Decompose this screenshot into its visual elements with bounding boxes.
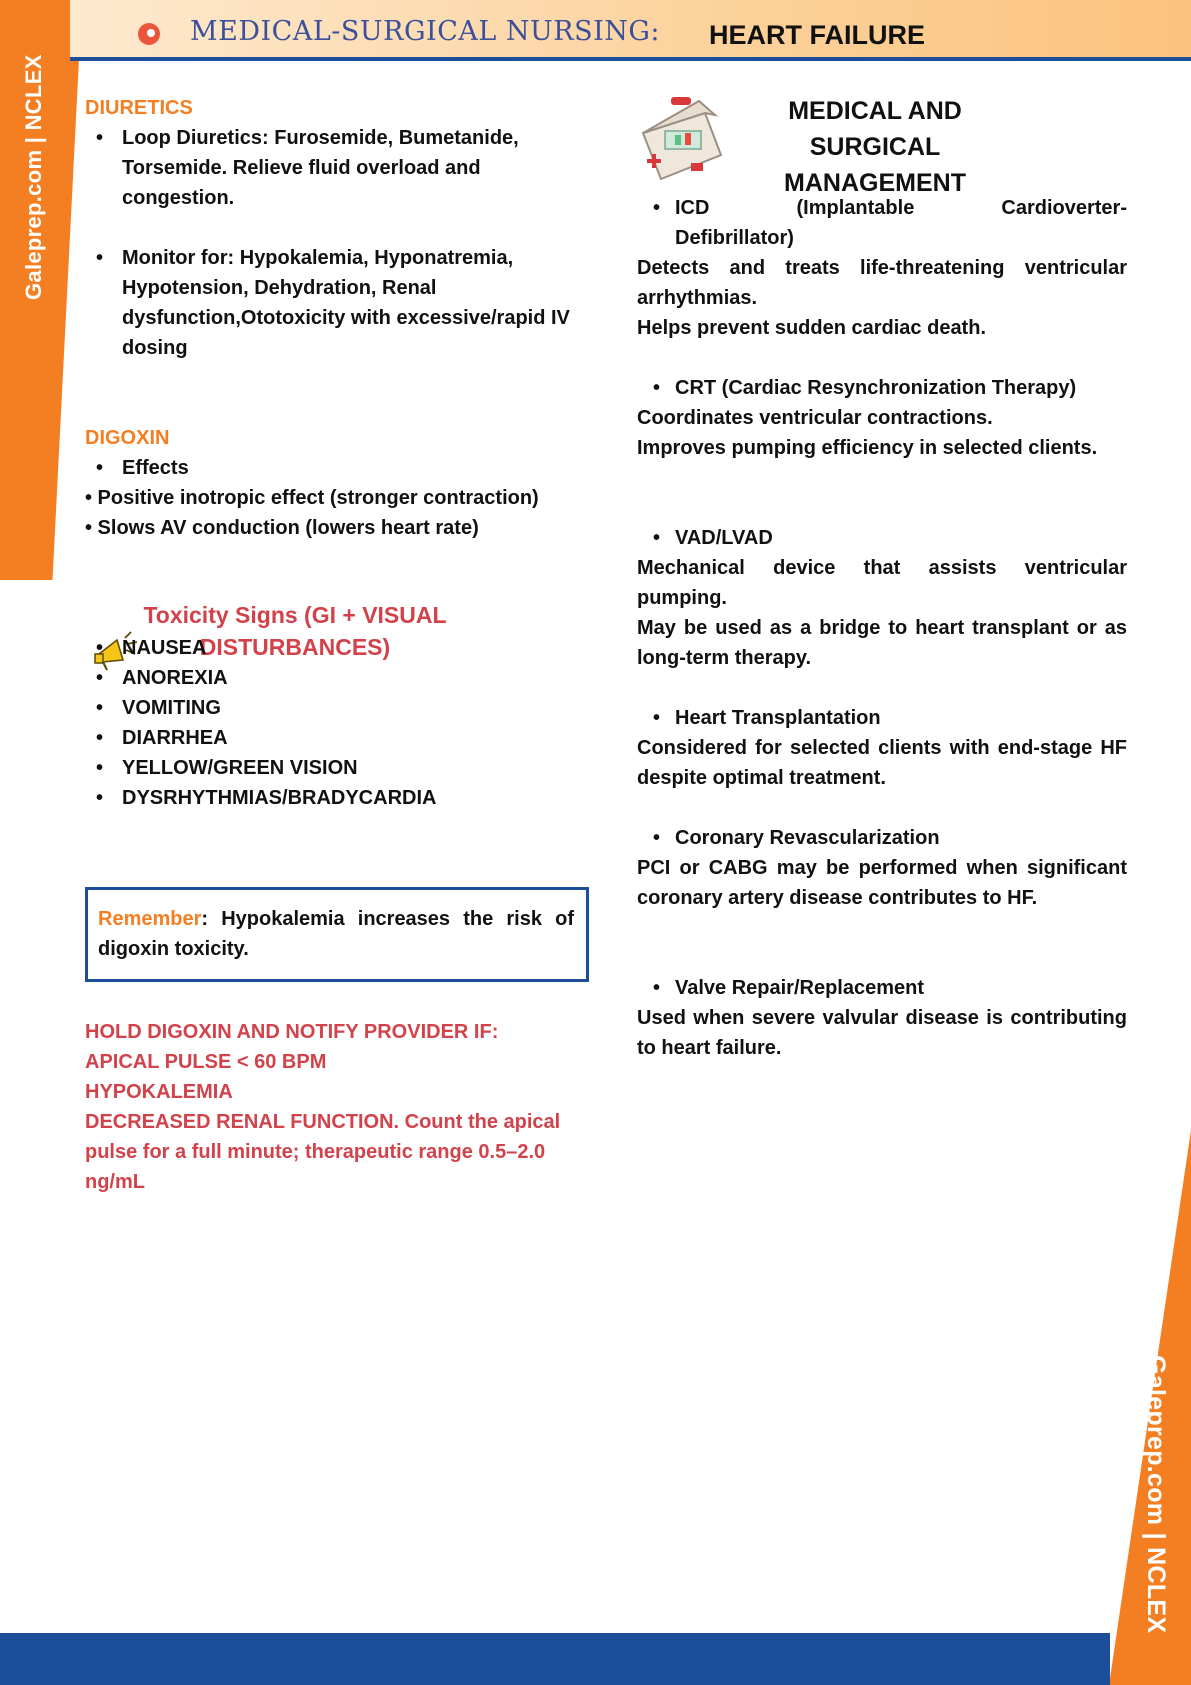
management-item-icd xyxy=(637,193,1127,343)
hold-line: HYPOKALEMIA xyxy=(85,1081,233,1103)
item-name: • Heart Transplantation xyxy=(675,703,1127,733)
management-item-revascularization xyxy=(637,823,1127,913)
page-subtitle: HEART FAILURE xyxy=(709,20,925,50)
remember-label: Remember xyxy=(98,908,202,930)
item-name: • Coronary Revascularization xyxy=(675,823,1127,853)
effects-heading: • Effects xyxy=(122,453,590,483)
diuretics-heading: DIURETICS xyxy=(85,97,193,119)
item-desc: May be used as a bridge to heart transplant or as long-term therapy. xyxy=(637,617,1127,669)
bird-logo-icon xyxy=(138,23,160,45)
item-desc: Coordinates ventricular contractions. xyxy=(637,407,993,429)
page-header xyxy=(70,0,1191,61)
management-item-vad xyxy=(637,523,1127,673)
list-item: • ANOREXIA xyxy=(122,663,602,693)
page-title: MEDICAL-SURGICAL NURSING: xyxy=(190,16,661,47)
list-item: • Monitor for: Hypokalemia, Hyponatremia, Hypotension, Dehydration, Renal dysfunction,Ototoxicity with excessive/rapid IV dosing xyxy=(122,243,590,363)
digoxin-heading: DIGOXIN xyxy=(85,427,170,449)
item-name: • VAD/LVAD xyxy=(675,523,1127,553)
management-item-transplant xyxy=(637,703,1127,793)
toxicity-list xyxy=(85,633,602,813)
left-brand-text: Galeprep.com | NCLEX xyxy=(21,54,46,300)
management-item-crt xyxy=(637,373,1127,463)
item-desc: PCI or CABG may be performed when significant coronary artery disease contributes to HF. xyxy=(637,857,1127,909)
list-item: • Loop Diuretics: Furosemide, Bumetanide, Torsemide. Relieve fluid overload and congestion. xyxy=(122,123,590,213)
item-name: • Valve Repair/Replacement xyxy=(675,973,1127,1003)
remember-text xyxy=(98,904,574,964)
list-item: • DYSRHYTHMIAS/BRADYCARDIA xyxy=(122,783,602,813)
list-item: • DIARRHEA xyxy=(122,723,602,753)
left-column xyxy=(85,93,590,1193)
remember-box xyxy=(85,887,589,982)
right-brand-text: Galeprep.com | NCLEX xyxy=(1142,1355,1170,1634)
effect-line: • Slows AV conduction (lowers heart rate) xyxy=(85,517,479,539)
item-desc: Improves pumping efficiency in selected clients. xyxy=(637,437,1098,459)
item-desc: Used when severe valvular disease is contributing to heart failure. xyxy=(637,1007,1127,1059)
hold-line: APICAL PULSE < 60 BPM xyxy=(85,1051,327,1073)
item-desc: Mechanical device that assists ventricular pumping. xyxy=(637,557,1127,609)
list-item: • YELLOW/GREEN VISION xyxy=(122,753,602,783)
remember-body: : Hypokalemia increases the risk of digoxin toxicity. xyxy=(98,908,574,960)
diuretics-list xyxy=(85,123,590,363)
item-desc: Detects and treats life-threatening ventricular arrhythmias. xyxy=(637,257,1127,309)
list-item: • NAUSEA xyxy=(122,633,602,663)
management-title: MEDICAL AND SURGICAL MANAGEMENT xyxy=(784,97,966,197)
hold-line: DECREASED RENAL FUNCTION. Count the apical pulse for a full minute; therapeutic range 0.5–2.0 ng/mL xyxy=(85,1111,561,1193)
item-desc: Helps prevent sudden cardiac death. xyxy=(637,317,986,339)
effect-line: • Positive inotropic effect (stronger contraction) xyxy=(85,487,539,509)
digoxin-effects-heading-list xyxy=(85,453,590,483)
item-name: • ICD (Implantable Cardioverter-Defibrillator) xyxy=(675,193,1127,253)
hold-line: HOLD DIGOXIN AND NOTIFY PROVIDER IF: xyxy=(85,1021,499,1043)
hold-digoxin-block xyxy=(85,1017,565,1197)
first-aid-kit-icon xyxy=(635,93,731,189)
item-name: • CRT (Cardiac Resynchronization Therapy) xyxy=(675,373,1127,403)
footer-bar xyxy=(0,1633,1110,1685)
list-item: • VOMITING xyxy=(122,693,602,723)
toxicity-title: Toxicity Signs (GI + VISUAL DISTURBANCES) xyxy=(143,602,447,660)
management-item-valve xyxy=(637,973,1127,1063)
item-desc: Considered for selected clients with end-stage HF despite optimal treatment. xyxy=(637,737,1127,789)
